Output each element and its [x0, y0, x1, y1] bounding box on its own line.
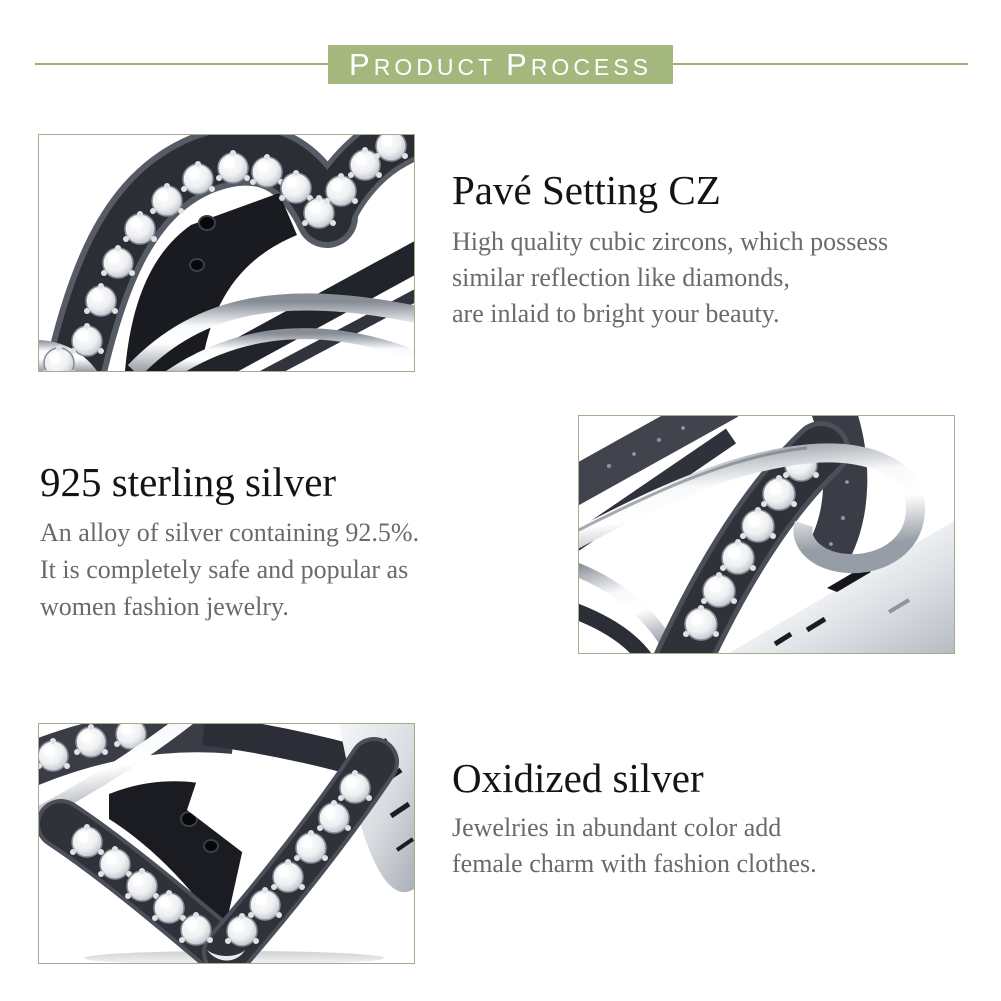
- section-body-oxidized-silver: [452, 810, 817, 882]
- body-line: An alloy of silver containing 92.5%.: [40, 518, 420, 547]
- section-title-pave-setting-cz: Pavé Setting CZ: [452, 167, 721, 213]
- oxidized-silver-photo-illustration: [39, 724, 414, 963]
- section-body-925-sterling-silver: [40, 514, 419, 625]
- section-title-oxidized-silver: Oxidized silver: [452, 755, 704, 801]
- body-line: are inlaid to bright your beauty.: [452, 299, 780, 328]
- body-line: Jewelries in abundant color add: [452, 813, 782, 842]
- body-line: similar reflection like diamonds,: [452, 263, 790, 292]
- body-line: women fashion jewelry.: [40, 592, 289, 621]
- page-title: P RODUCT P ROCESS: [328, 45, 673, 84]
- body-line: female charm with fashion clothes.: [452, 849, 817, 878]
- body-line: High quality cubic zircons, which possess: [452, 227, 889, 256]
- section-title-925-sterling-silver: 925 sterling silver: [40, 459, 337, 505]
- section-body-pave-setting-cz: [452, 224, 888, 332]
- photo-pave-cz-closeup: [38, 134, 415, 372]
- silver-weave-photo-illustration: [579, 416, 954, 653]
- body-line: It is completely safe and popular as: [40, 555, 409, 584]
- photo-oxidized-heart-point-closeup: [38, 723, 415, 964]
- pave-cz-photo-illustration: [39, 135, 414, 371]
- photo-silver-weave-closeup: [578, 415, 955, 654]
- page-title-text: P: [349, 47, 374, 82]
